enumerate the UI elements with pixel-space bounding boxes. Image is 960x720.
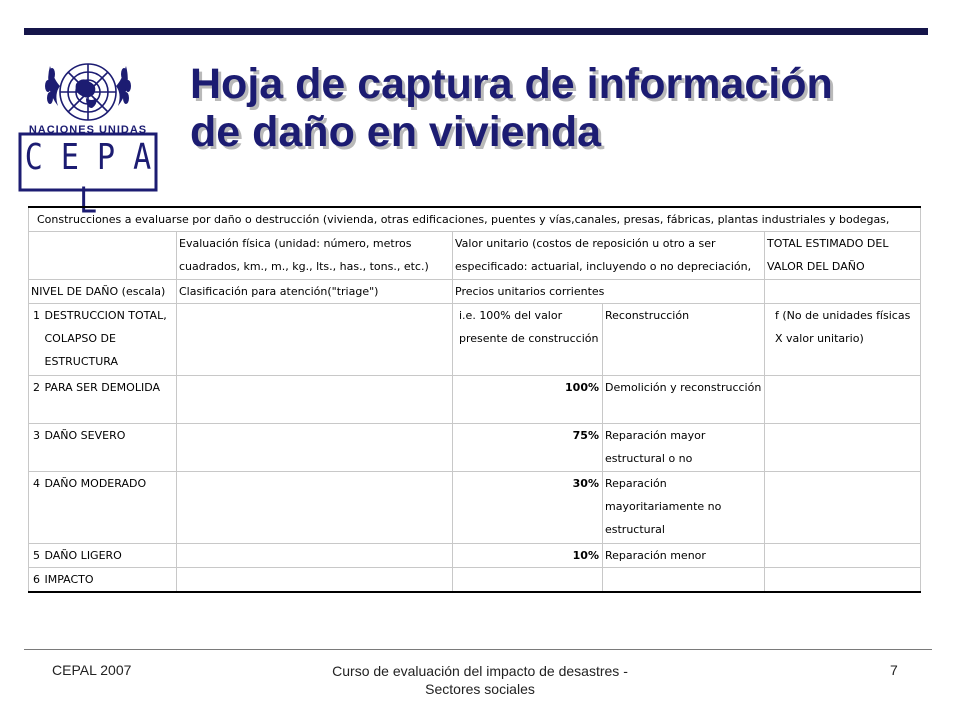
top-accent-bar — [24, 28, 928, 35]
row-clasificacion — [177, 304, 453, 376]
row-clasificacion — [177, 424, 453, 472]
subheader-precios: Precios unitarios corrientes — [453, 280, 765, 304]
row-porcentaje — [453, 568, 603, 593]
table-intro-cell — [29, 207, 921, 232]
row-number: 1 — [29, 304, 45, 376]
row-total — [765, 568, 921, 593]
title-line-1: Hoja de captura de información — [190, 60, 833, 108]
cepal-logo — [18, 44, 158, 222]
table-row — [29, 544, 921, 568]
row-accion: Reconstrucción — [603, 304, 765, 376]
row-accion: Reparación menor — [603, 544, 765, 568]
row-number: 5 — [29, 544, 45, 568]
row-nivel: DESTRUCCION TOTAL, COLAPSO DE ESTRUCTURA — [45, 304, 177, 376]
row-nivel: IMPACTO — [45, 568, 177, 593]
row-total — [765, 472, 921, 544]
damage-capture-table — [28, 206, 921, 593]
table-intro-text: Construcciones a evaluarse por daño o destrucción (vivienda, otras edificaciones, puentes y vías,canales, presas, fábricas, plantas industriales y bodegas, — [37, 213, 890, 226]
row-nivel: DAÑO MODERADO — [45, 472, 177, 544]
row-total: f (No de unidades físicas X valor unitario) — [765, 304, 921, 376]
subheader-empty — [765, 280, 921, 304]
row-porcentaje: 30% — [453, 472, 603, 544]
row-accion: Reparación mayor estructural o no — [603, 424, 765, 472]
row-total — [765, 424, 921, 472]
row-nivel: DAÑO LIGERO — [45, 544, 177, 568]
row-nivel: DAÑO SEVERO — [45, 424, 177, 472]
row-nivel: PARA SER DEMOLIDA — [45, 376, 177, 424]
row-total — [765, 544, 921, 568]
row-number: 6 — [29, 568, 45, 593]
logo-org-name: NACIONES UNIDAS — [28, 124, 148, 136]
subheader-clasificacion: Clasificación para atención("triage") — [177, 280, 453, 304]
page-number: 7 — [890, 662, 898, 678]
row-accion: Demolición y reconstrucción — [603, 376, 765, 424]
header-evaluacion: Evaluación física (unidad: número, metros cuadrados, km., m., kg., lts., has., tons., etc.) — [177, 232, 453, 280]
table-row — [29, 424, 921, 472]
logo-acronym: C E P A L — [24, 136, 152, 222]
row-number: 3 — [29, 424, 45, 472]
row-total — [765, 376, 921, 424]
footer-divider — [24, 649, 932, 650]
table-row — [29, 304, 921, 376]
page-title — [190, 60, 833, 156]
row-clasificacion — [177, 568, 453, 593]
row-accion — [603, 568, 765, 593]
row-clasificacion — [177, 472, 453, 544]
row-porcentaje: 75% — [453, 424, 603, 472]
title-line-2: de daño en vivienda — [190, 108, 601, 156]
row-porcentaje: 100% — [453, 376, 603, 424]
header-valor-unitario: Valor unitario (costos de reposición u otro a ser especificado: actuarial, incluyendo o no depreciación, — [453, 232, 765, 280]
footer-organization: CEPAL 2007 — [52, 662, 132, 678]
row-porcentaje: 10% — [453, 544, 603, 568]
row-number: 2 — [29, 376, 45, 424]
table-row — [29, 376, 921, 424]
footer-course-title: Curso de evaluación del impacto de desastres - Sectores sociales — [332, 663, 628, 697]
row-clasificacion — [177, 376, 453, 424]
subheader-nivel: NIVEL DE DAÑO (escala) — [29, 280, 177, 304]
table-row — [29, 568, 921, 593]
row-clasificacion — [177, 544, 453, 568]
header-total-estimado: TOTAL ESTIMADO DEL VALOR DEL DAÑO — [765, 232, 921, 280]
row-number: 4 — [29, 472, 45, 544]
table-row — [29, 472, 921, 544]
row-accion: Reparación mayoritariamente no estructural — [603, 472, 765, 544]
row-porcentaje: i.e. 100% del valor presente de construcción — [453, 304, 603, 376]
header-empty-cell — [29, 232, 177, 280]
